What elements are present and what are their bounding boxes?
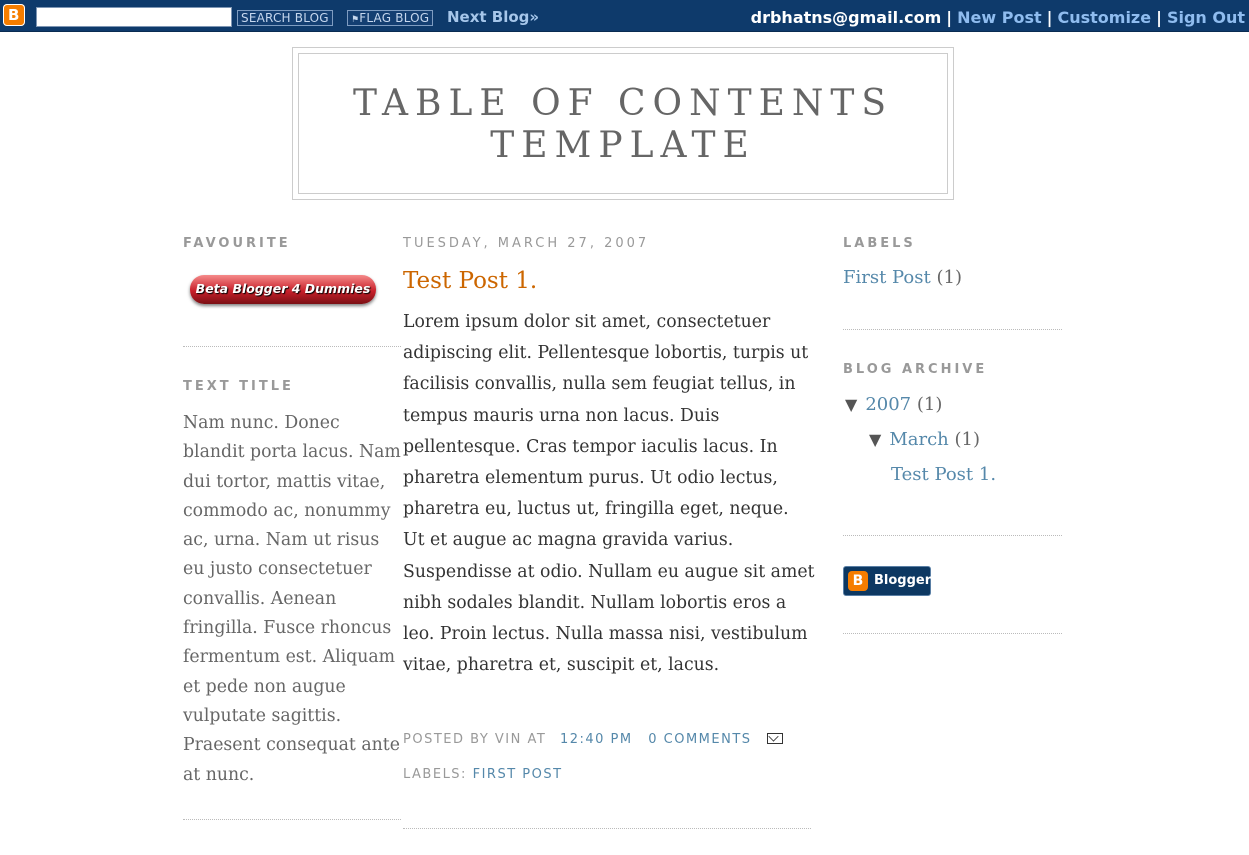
blogger-badge-text: Blogger — [874, 573, 932, 588]
post-body: Lorem ipsum dolor sit amet, consectetuer adipiscing elit. Pellentesque lobortis, turpis ut facilisis convallis, nulla sem feugiat tellus, in tempus mauris urna non lacus. Duis pellentesque. Cras tempor iaculis lacus. In pharetra elementum purus. Ut odio lectus, pharetra eu, luctus ut, fringilla eget, neque. Ut et augue ac magna gravida varius. Suspendisse at odio. Nullam eu augue sit amet nibh sodales blandit. Nullam lobortis eros a leo. Proin lectus. Nulla massa nisi, vestibulum vitae, pharetra et, suscipit et, lacus. — [403, 312, 815, 676]
new-post-link[interactable]: New Post — [957, 8, 1042, 27]
post-time-link[interactable]: 12:40 PM — [559, 732, 633, 747]
blogger-navbar — [0, 0, 1249, 32]
divider — [403, 828, 811, 829]
navbar-user-links — [751, 8, 1245, 27]
blog-title[interactable] — [299, 83, 947, 167]
archive-year-count: (1) — [916, 394, 943, 415]
user-email: drbhatns@gmail.com — [750, 8, 942, 27]
archive-month-item — [869, 429, 980, 450]
favourite-title: FAVOURITE — [183, 236, 291, 251]
flag-icon: ⚑ — [351, 15, 360, 25]
archive-month-link[interactable]: March — [889, 429, 949, 450]
archive-year-link[interactable]: 2007 — [865, 394, 912, 415]
expand-toggle-icon[interactable]: ▼ — [869, 430, 882, 449]
blogger-logo-letter: B — [8, 6, 20, 24]
separator: | — [1156, 8, 1162, 27]
archive-post-link[interactable]: Test Post 1. — [891, 464, 997, 485]
post-footer — [403, 732, 813, 747]
search-input[interactable] — [36, 7, 232, 27]
archive-year-item — [845, 394, 942, 415]
comments-link[interactable]: 0 COMMENTS — [648, 732, 752, 747]
blogger-logo-icon[interactable] — [3, 4, 25, 26]
blog-title-line1: TABLE OF CONTENTS — [352, 83, 894, 124]
customize-link[interactable]: Customize — [1057, 8, 1152, 27]
blog-header — [292, 47, 954, 200]
expand-toggle-icon[interactable]: ▼ — [845, 395, 858, 414]
post-labels — [403, 767, 563, 782]
sign-out-link[interactable]: Sign Out — [1166, 8, 1245, 27]
blog-archive-title: BLOG ARCHIVE — [843, 362, 988, 377]
flag-blog-button[interactable] — [347, 10, 433, 26]
archive-post-item — [891, 464, 996, 485]
blog-header-inner — [298, 53, 948, 194]
label-first-post-link[interactable]: FIRST POST — [472, 767, 563, 782]
divider — [843, 329, 1062, 330]
archive-month-count: (1) — [954, 429, 980, 450]
blogger-icon: B — [848, 571, 868, 591]
label-count: (1) — [936, 267, 962, 288]
search-blog-button[interactable]: SEARCH BLOG — [237, 10, 333, 26]
divider — [843, 535, 1062, 536]
post-date: TUESDAY, MARCH 27, 2007 — [403, 236, 650, 251]
blog-title-line2: TEMPLATE — [490, 125, 756, 166]
divider — [843, 633, 1062, 634]
label-first-post[interactable]: First Post — [843, 267, 931, 288]
posted-by: POSTED BY VIN AT — [403, 732, 547, 747]
labels-widget-title: LABELS — [843, 236, 916, 251]
post-title-link[interactable]: Test Post 1. — [403, 268, 538, 294]
powered-by-blogger-badge[interactable] — [843, 566, 931, 596]
flag-blog-label: FLAG BLOG — [359, 11, 430, 25]
divider — [183, 819, 401, 820]
next-blog-link[interactable]: Next Blog» — [447, 8, 540, 26]
text-widget-title: TEXT TITLE — [183, 379, 294, 394]
labels-prefix: LABELS: — [403, 767, 467, 782]
divider — [183, 346, 401, 347]
favourite-badge-image[interactable]: Beta Blogger 4 Dummies — [190, 275, 376, 304]
label-item — [843, 267, 962, 288]
separator: | — [946, 8, 953, 27]
email-post-icon[interactable] — [767, 733, 783, 744]
text-widget-body: Nam nunc. Donec blandit porta lacus. Nam dui tortor, mattis vitae, commodo ac, nonummy ac, urna. Nam ut risus eu justo consectetuer convallis. Aenean fringilla. Fusce rhoncus fermentum est. Aliquam et pede non augue vulputate sagittis. Praesent consequat ante at nunc. — [183, 413, 401, 785]
separator: | — [1046, 8, 1053, 27]
